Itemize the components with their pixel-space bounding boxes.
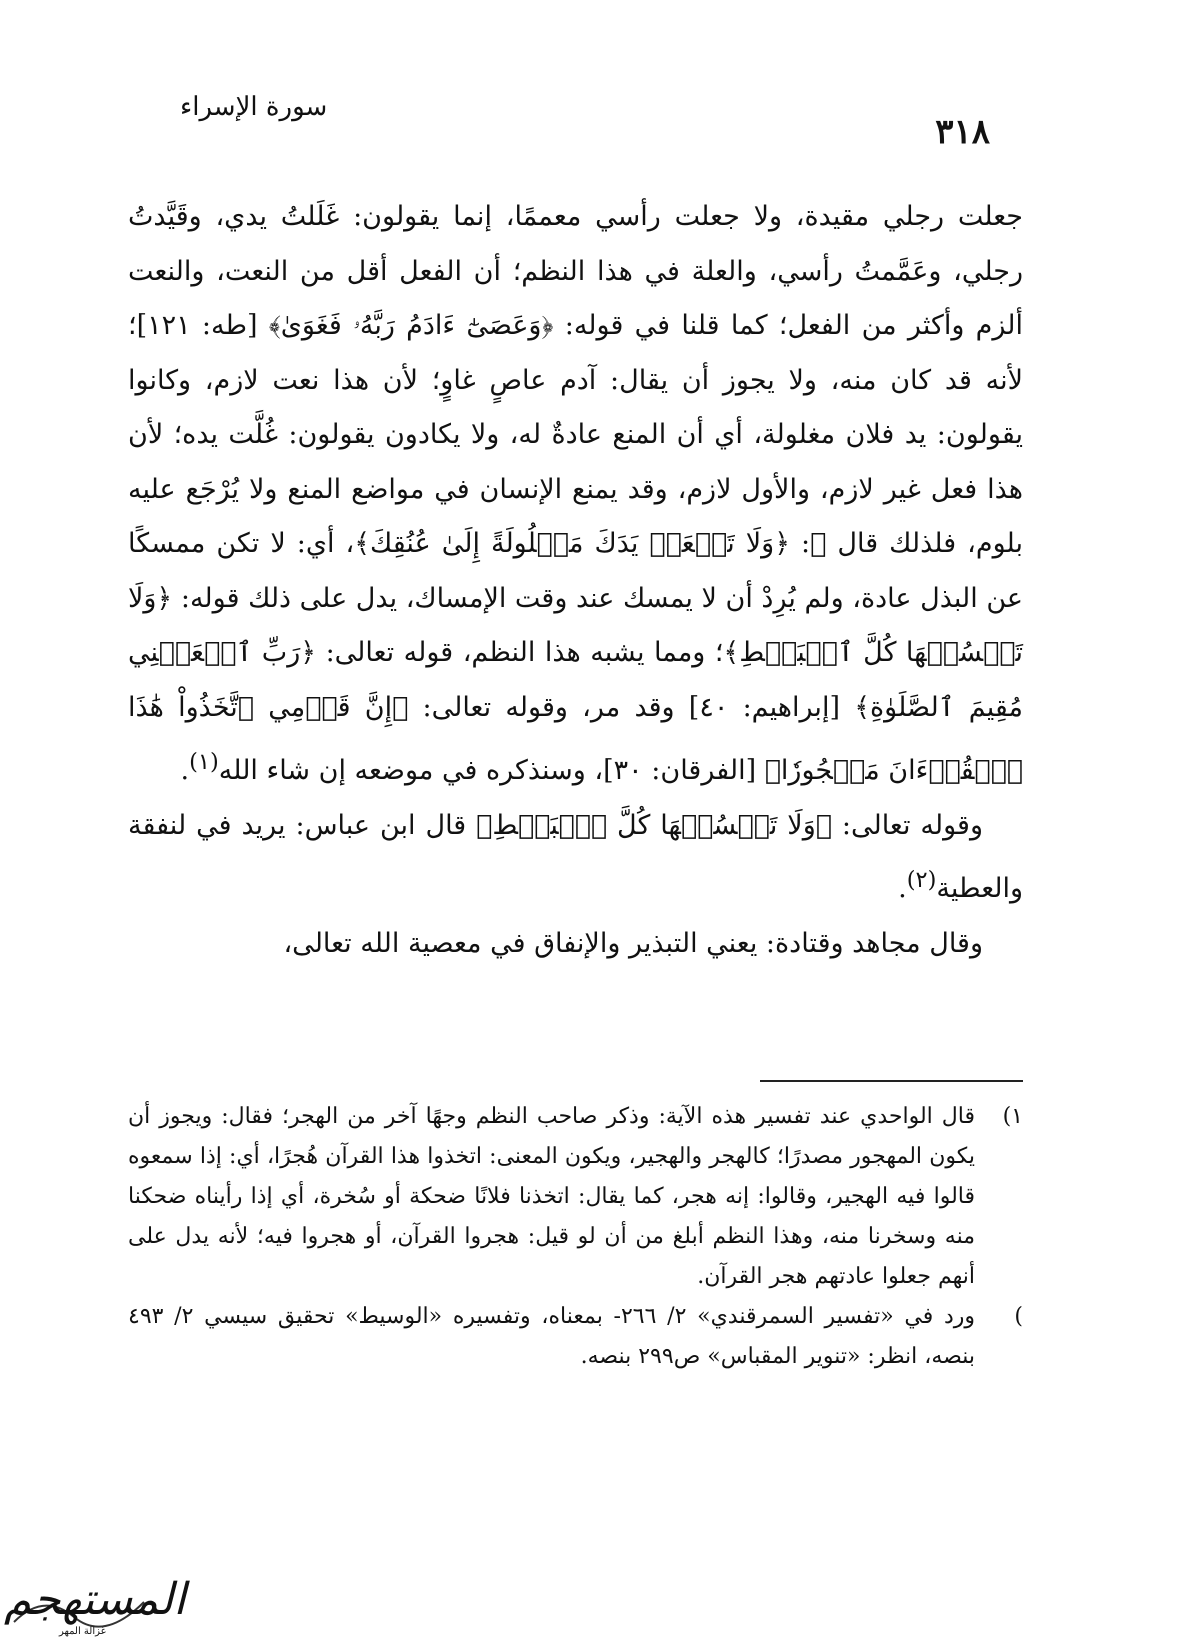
footnote [128,1097,1023,1297]
footnote-text: قال الواحدي عند تفسير هذه الآية: وذكر صاحب النظم وجهًا آخر من الهجر؛ فقال: ويجوز أن يكون المهجور مصدرًا؛ كالهجر والهجير، ويكون المعنى: اتخذوا هذا القرآن هُجرًا، أي: إذا سمعوه قالوا فيه الهجير، وقالوا: إنه هجر، كما يقال: اتخذنا فلانًا ضحكة أو سُخرة، أي إذا رأيناه ضحكنا منه وسخرنا منه، وهذا النظم أبلغ من أن لو قيل: هجروا القرآن، أو هجروا فيه؛ لأنه يدل على أنهم جعلوا عادتهم هجر القرآن. [128,1104,975,1289]
paragraph: وقال مجاهد وقتادة: يعني التبذير والإنفاق في معصية الله تعالى، [283,927,983,959]
footnote-ref: (١) [189,749,219,775]
paragraph [128,799,1023,917]
footnote-text: ورد في «تفسير السمرقندي» ٢/ ٢٦٦- بمعناه، وتفسيره «الوسيط» تحقيق سيسي ٢/ ٤٩٣ بنصه، انظر: «تنوير المقباس» ص٢٩٩ بنصه. [128,1304,976,1369]
footnote-divider [760,1080,1023,1082]
paragraph-text: وقوله تعالى: ﴿وَلَا تَبۡسُطۡهَا كُلَّ ٱلۡبَسۡطِ﴾ قال ابن عباس: يريد في لنفقة والعطية [128,809,1023,904]
footnote-ref: (٢) [906,867,937,893]
watermark-subtext: غزالة المهر [59,1626,106,1637]
paragraph-end: . [180,755,190,786]
running-header-title: سورة الإسراء [180,92,328,122]
footnote [128,1297,1023,1377]
paragraph [128,190,1023,799]
page-number: ٣١٨ [935,112,990,152]
footnote-marker: ) [1014,1304,1023,1329]
footnote-marker: ١) [1002,1104,1023,1129]
footnotes [128,1097,1023,1377]
watermark-text: المستهجم [4,1574,186,1625]
main-text [128,190,1023,971]
paragraph-end: . [898,873,907,904]
paragraph-text: جعلت رجلي مقيدة، ولا جعلت رأسي معممًا، إنما يقولون: غَلَلتُ يدي، وقَيَّدتُ رجلي، وعَمَّمتُ رأسي، والعلة في هذا النظم؛ أن الفعل أقل من النعت، والنعت ألزم وأكثر من الفعل؛ كما قلنا في قوله: ﴿وَعَصَىٰٓ ءَادَمُ رَبَّهُۥ فَغَوَىٰ﴾ [طه: ١٢١]؛ لأنه قد كان منه، ولا يجوز أن يقال: آدم عاصٍ غاوٍ؛ لأن هذا نعت لازم، وكانوا يقولون: يد فلان مغلولة، أي أن المنع عادةٌ له، ولا يكادون يقولون: غُلَّت يده؛ لأن هذا فعل غير لازم، والأول لازم، وقد يمنع الإنسان في مواضع المنع ولا يُرْجَع عليه بلوم، فلذلك قال ﷻ: ﴿وَلَا تَجۡعَلۡ يَدَكَ مَغۡلُولَةً إِلَىٰ عُنُقِكَ﴾، أي: لا تكن ممسكًا عن البذل عادة، ولم يُرِدْ أن لا يمسك عند وقت الإمساك، يدل على ذلك قوله: ﴿وَلَا تَبۡسُطۡهَا كُلَّ ٱلۡبَسۡطِ﴾؛ ومما يشبه هذا النظم، قوله تعالى: ﴿رَبِّ ٱجۡعَلۡنِي مُقِيمَ ٱلصَّلَوٰةِ﴾ [إبراهيم: ٤٠] وقد مر، وقوله تعالى: ﴿إِنَّ قَوۡمِي ٱتَّخَذُواْ هَٰذَا ٱلۡقُرۡءَانَ مَهۡجُورٗا﴾ [الفرقان: ٣٠]، وسنذكره في موضعه إن شاء الله [128,201,1023,786]
watermark-logo [4,1572,186,1644]
